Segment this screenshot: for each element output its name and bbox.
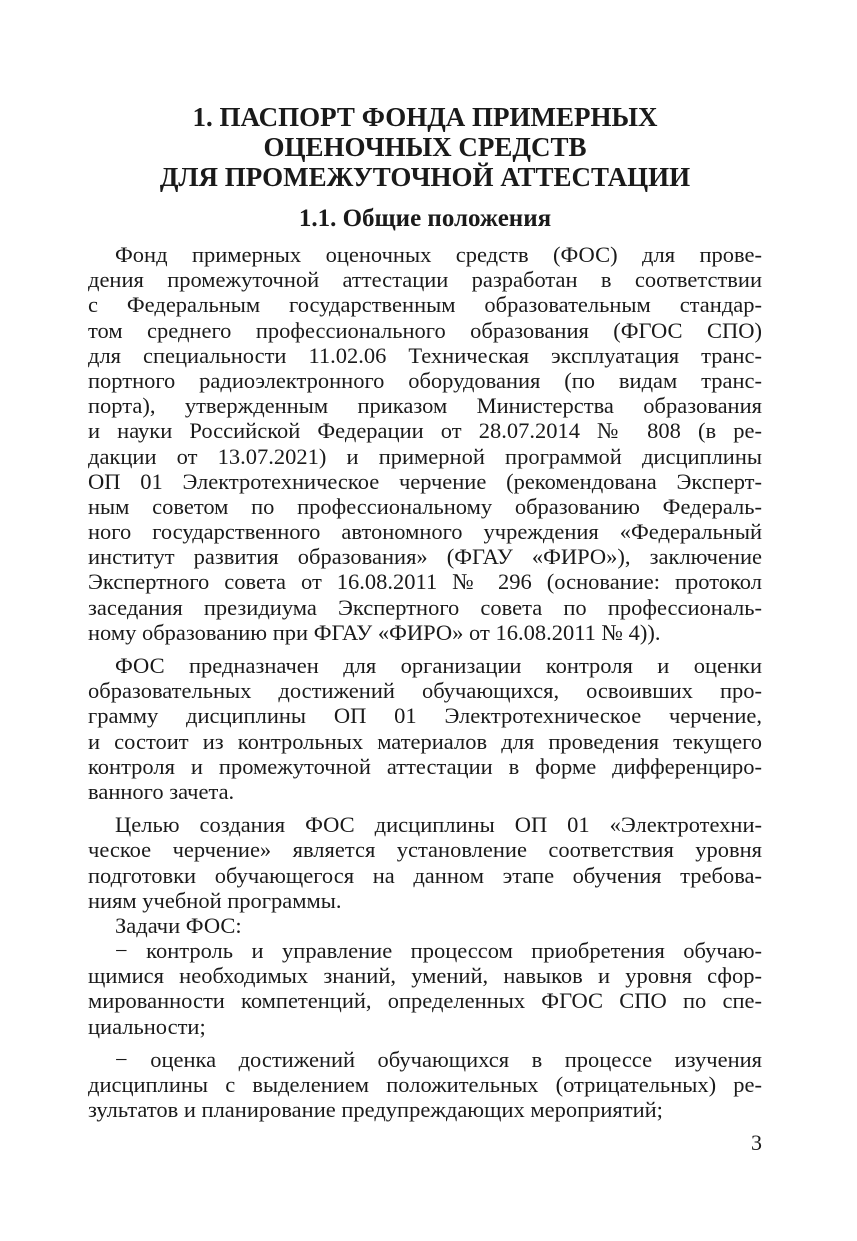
- text-line: − оценка достижений обучающихся в процессе изучения: [115, 1046, 762, 1072]
- paragraph: [88, 653, 762, 804]
- paragraph: [88, 938, 762, 1039]
- text-line: с Федеральным государственным образовательным стандар-: [88, 292, 762, 318]
- title-line: ДЛЯ ПРОМЕЖУТОЧНОЙ АТТЕСТАЦИИ: [159, 162, 691, 192]
- text-line: ному образованию при ФГАУ «ФИРО» от 16.08.2011 № 4)).: [88, 619, 661, 645]
- text-line: Экспертного совета от 16.08.2011 № 296 (основание: протокол: [88, 569, 762, 595]
- text-line: ческое черчение» является установление соответствия уровня: [88, 837, 762, 863]
- text-line: зультатов и планирование предупреждающих мероприятий;: [88, 1097, 663, 1123]
- text-line: − контроль и управление процессом приобретения обучаю-: [115, 938, 762, 964]
- paragraph: [88, 1047, 762, 1123]
- text-line: подготовки обучающегося на данном этапе обучения требова-: [88, 862, 762, 888]
- text-line: Задачи ФОС:: [115, 912, 242, 938]
- text-line: том среднего профессионального образования (ФГОС СПО): [88, 317, 762, 343]
- text-line: ванного зачета.: [88, 778, 235, 804]
- text-line: дения промежуточной аттестации разработан в соответствии: [88, 267, 762, 293]
- subsection-title: 1.1. Общие положения: [298, 205, 552, 232]
- paragraph: [88, 242, 762, 645]
- text-line: Фонд примерных оценочных средств (ФОС) для прове-: [115, 242, 762, 267]
- text-line: мированности компетенций, определенных ФГОС СПО по спе-: [88, 988, 762, 1014]
- title-line: 1. ПАСПОРТ ФОНДА ПРИМЕРНЫХ: [192, 102, 658, 132]
- paragraph: [88, 913, 762, 938]
- text-line: порта), утвержденным приказом Министерства образования: [88, 393, 762, 419]
- text-line: ным советом по профессиональному образованию Федераль-: [88, 493, 762, 519]
- text-line: контроля и промежуточной аттестации в форме дифференциро-: [88, 753, 762, 779]
- text-line: ного государственного автономного учреждения «Федеральный: [88, 519, 762, 545]
- body-text: [88, 242, 762, 1130]
- text-line: и науки Российской Федерации от 28.07.2014 № 808 (в ре-: [88, 418, 762, 444]
- text-line: дисциплины с выделением положительных (отрицательных) ре-: [88, 1072, 762, 1097]
- text-line: для специальности 11.02.06 Техническая эксплуатация транс-: [88, 342, 762, 368]
- text-line: и состоит из контрольных материалов для проведения текущего: [88, 728, 762, 754]
- text-line: Целью создания ФОС дисциплины ОП 01 «Электротехни-: [115, 812, 762, 838]
- text-line: заседания президиума Экспертного совета по профессиональ-: [88, 594, 762, 620]
- text-line: ФОС предназначен для организации контроля и оценки: [115, 653, 762, 678]
- text-line: щимися необходимых знаний, умений, навыков и уровня сфор-: [88, 963, 762, 989]
- text-line: образовательных достижений обучающихся, освоивших про-: [88, 678, 762, 704]
- text-line: ОП 01 Электротехническое черчение (рекомендована Эксперт-: [88, 468, 762, 494]
- title-line: ОЦЕНОЧНЫХ СРЕДСТВ: [263, 132, 587, 162]
- text-line: ниям учебной программы.: [88, 887, 342, 913]
- text-line: институт развития образования» (ФГАУ «ФИРО»), заключение: [88, 544, 762, 570]
- text-line: грамму дисциплины ОП 01 Электротехническое черчение,: [88, 703, 762, 729]
- text-line: циальности;: [88, 1013, 206, 1039]
- text-line: портного радиоэлектронного оборудования (по видам транс-: [88, 367, 762, 393]
- paragraph: [88, 812, 762, 913]
- text-line: дакции от 13.07.2021) и примерной программой дисциплины: [88, 443, 762, 469]
- section-title: [88, 102, 762, 192]
- page-number: 3: [751, 1130, 762, 1155]
